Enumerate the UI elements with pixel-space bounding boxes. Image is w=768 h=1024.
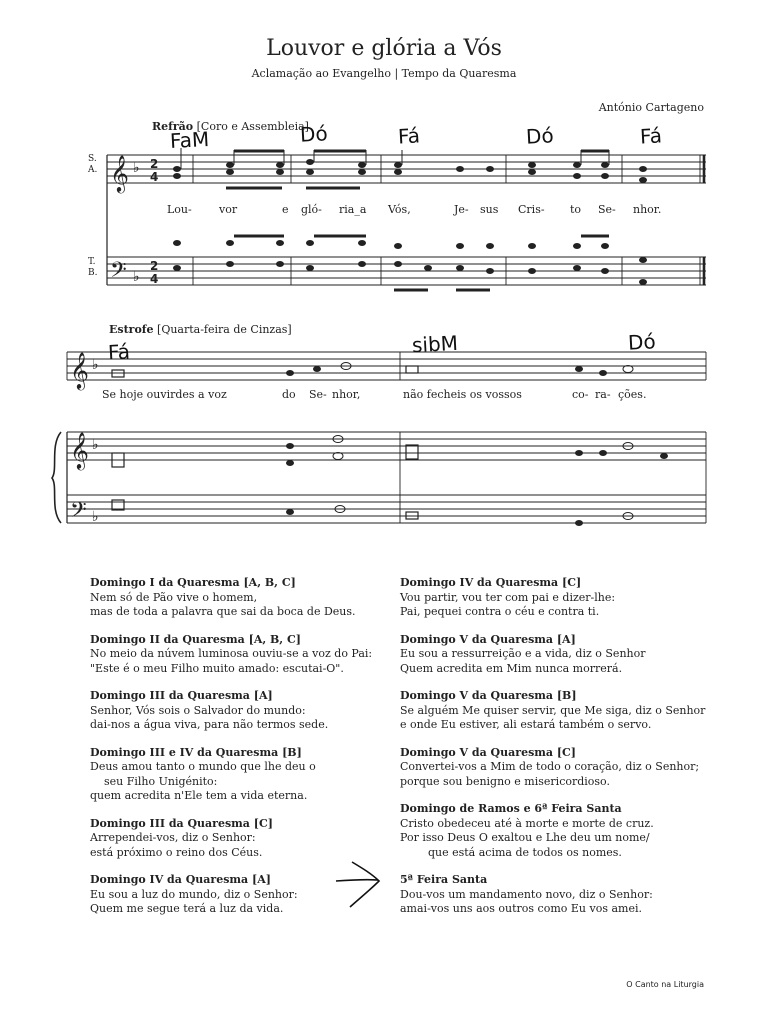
entry-heading: Domingo V da Quaresma [A] xyxy=(400,632,576,646)
entry-heading: Domingo V da Quaresma [B] xyxy=(400,689,577,702)
lyric-syllable: Se hoje ouvirdes a voz xyxy=(102,388,227,401)
lyric-syllable: ra- xyxy=(595,388,611,401)
lyric-syllable: ções. xyxy=(618,388,647,401)
entry-line: amai-vos uns aos outros como Eu vos amei. xyxy=(400,902,642,915)
lyric-syllable: gló- xyxy=(301,203,322,216)
lyric-syllable: nhor, xyxy=(332,388,361,401)
entry-line: Quem acredita em Mim nunca morrerá. xyxy=(400,661,623,675)
treble-clef-icon: 𝄞 xyxy=(70,431,89,469)
lyric-syllable: não fecheis os vossos xyxy=(403,388,522,401)
entry-line: mas de toda a palavra que sai da boca de Deus. xyxy=(90,605,356,618)
entry-line: Deus amou tanto o mundo que lhe deu o xyxy=(90,760,316,773)
lyric-syllable: ria_a xyxy=(339,203,367,216)
svg-text:♭: ♭ xyxy=(92,509,99,525)
refrain-treble-staff xyxy=(107,155,706,183)
entry-line: quem acredita n'Ele tem a vida eterna. xyxy=(90,789,308,802)
entry-line: seu Filho Unigénito: xyxy=(90,774,218,788)
verse-label-title: Estrofe xyxy=(109,323,154,336)
page-subtitle: Aclamação ao Evangelho | Tempo da Quaresma xyxy=(251,67,517,80)
refrain-label-title: Refrão xyxy=(152,120,194,133)
chord-verse-3: Dó xyxy=(627,329,657,355)
chord-verse-1: Fá xyxy=(107,339,131,365)
entry-line: Convertei-vos a Mim de todo o coração, diz o Senhor; xyxy=(400,760,700,773)
verse-label-note: [Quarta-feira de Cinzas] xyxy=(157,323,292,336)
svg-text:2: 2 xyxy=(150,259,159,273)
lyric-syllable: do xyxy=(282,388,296,401)
page-title: Louvor e glória a Vós xyxy=(266,36,502,61)
entry-line: Se alguém Me quiser servir, que Me siga, diz o Senhor xyxy=(400,703,706,717)
verse-melody-notes xyxy=(112,363,633,378)
entry-line: Quem me segue terá a luz da vida. xyxy=(90,902,284,915)
refrain-treble-beams xyxy=(226,151,609,188)
lyric-syllable: e xyxy=(282,203,289,216)
refrain-label-note: [Coro e Assembleia] xyxy=(196,120,309,133)
entry-line: e onde Eu estiver, ali estará também o servo. xyxy=(400,718,652,731)
entry-line: No meio da núvem luminosa ouviu-se a voz do Pai: xyxy=(90,647,373,660)
text-entry xyxy=(90,746,390,804)
entry-line: porque sou benigno e misericordioso. xyxy=(400,774,610,788)
lyric-syllable: Cris- xyxy=(518,203,545,216)
entry-line: Eu sou a ressurreição e a vida, diz o Senhor xyxy=(400,647,646,660)
entry-line: Eu sou a luz do mundo, diz o Senhor: xyxy=(90,887,298,901)
verse-melody-staff xyxy=(67,352,706,380)
lyric-syllable: sus xyxy=(480,203,499,216)
svg-text:♭: ♭ xyxy=(92,357,99,373)
entry-line: dai-nos a água viva, para não termos sede. xyxy=(90,718,329,731)
entry-line: Vou partir, vou ter com pai e dizer-lhe: xyxy=(400,590,616,604)
texts-left-column xyxy=(90,576,390,930)
voice-label-sa: S. A. xyxy=(88,154,98,175)
svg-text:4: 4 xyxy=(150,272,159,286)
entry-line: está próximo o reino dos Céus. xyxy=(90,845,263,859)
chord-refrain-2: Dó xyxy=(299,121,329,147)
footer-credit: O Canto na Liturgia xyxy=(626,980,704,989)
refrain-bass-beams xyxy=(234,236,609,290)
entry-line: Senhor, Vós sois o Salvador do mundo: xyxy=(90,703,306,717)
text-entry xyxy=(90,817,390,861)
refrain-barlines xyxy=(193,155,704,285)
entry-line: Por isso Deus O exaltou e Lhe deu um nome/ xyxy=(400,831,650,844)
accomp-bass-staff xyxy=(67,495,706,523)
text-entry xyxy=(400,633,720,677)
entry-line: Pai, pequei contra o céu e contra ti. xyxy=(400,605,600,618)
entry-line: Nem só de Pão vive o homem, xyxy=(90,590,258,604)
refrain-treble-notes xyxy=(173,159,647,183)
entry-heading: Domingo III da Quaresma [C] xyxy=(90,816,273,830)
svg-text:♭: ♭ xyxy=(133,160,140,176)
refrain-bass-staff xyxy=(107,257,706,285)
entry-heading: Domingo de Ramos e 6ª Feira Santa xyxy=(400,802,622,815)
entry-heading: Domingo IV da Quaresma [A] xyxy=(90,873,271,886)
chord-refrain-4: Dó xyxy=(525,123,555,149)
text-entry xyxy=(90,576,390,620)
entry-line: que está acima de todos os nomes. xyxy=(400,845,622,859)
lyric-syllable: vor xyxy=(219,203,238,216)
entry-heading: Domingo III e IV da Quaresma [B] xyxy=(90,745,302,759)
svg-text:2: 2 xyxy=(150,157,159,171)
accomp-notes xyxy=(112,436,668,527)
chord-refrain-5: Fá xyxy=(639,123,663,149)
text-entry xyxy=(400,689,720,733)
treble-clef-icon: 𝄞 xyxy=(110,154,129,192)
entry-heading: Domingo II da Quaresma [A, B, C] xyxy=(90,632,301,646)
lyric-syllable: Vós, xyxy=(388,203,411,216)
entry-heading: 5ª Feira Santa xyxy=(400,873,488,886)
bass-clef-icon: 𝄢 xyxy=(70,498,87,528)
text-entry xyxy=(90,689,390,733)
bass-clef-icon: 𝄢 xyxy=(110,258,127,288)
composer-name: António Cartageno xyxy=(598,101,704,114)
chord-refrain-3: Fá xyxy=(397,123,421,149)
lyric-syllable: Je- xyxy=(454,203,469,216)
svg-text:4: 4 xyxy=(150,170,159,184)
verse-label xyxy=(109,323,292,336)
texts-right-column xyxy=(400,576,720,930)
text-entry xyxy=(400,746,720,790)
lyric-syllable: to xyxy=(570,203,582,216)
entry-line: Dou-vos um mandamento novo, diz o Senhor: xyxy=(400,887,653,901)
entry-heading: Domingo V da Quaresma [C] xyxy=(400,745,577,759)
lyric-syllable: nhor. xyxy=(633,203,662,216)
text-entry xyxy=(400,873,720,917)
chord-verse-2: sibM xyxy=(411,330,459,358)
svg-text:♭: ♭ xyxy=(133,269,140,285)
treble-clef-icon: 𝄞 xyxy=(70,351,89,389)
entry-line: Arrependei-vos, diz o Senhor: xyxy=(90,831,256,844)
text-entry xyxy=(90,633,390,677)
lyric-syllable: Se- xyxy=(309,388,327,401)
voice-label-tb: T. B. xyxy=(88,257,98,278)
accomp-treble-staff xyxy=(67,432,706,460)
chord-refrain-1: FaM xyxy=(169,126,210,154)
entry-line: "Este é o meu Filho muito amado: escutai-O". xyxy=(90,661,344,675)
entry-line: Cristo obedeceu até à morte e morte de cruz. xyxy=(400,816,654,830)
lyric-syllable: Se- xyxy=(598,203,616,216)
text-entry xyxy=(90,873,390,917)
svg-text:♭: ♭ xyxy=(92,437,99,453)
lyric-syllable: Lou- xyxy=(167,203,192,216)
entry-heading: Domingo I da Quaresma [A, B, C] xyxy=(90,576,296,589)
lyric-syllable: co- xyxy=(572,388,589,401)
entry-heading: Domingo III da Quaresma [A] xyxy=(90,689,273,702)
entry-heading: Domingo IV da Quaresma [C] xyxy=(400,576,582,589)
text-entry xyxy=(400,802,720,860)
text-entry xyxy=(400,576,720,620)
